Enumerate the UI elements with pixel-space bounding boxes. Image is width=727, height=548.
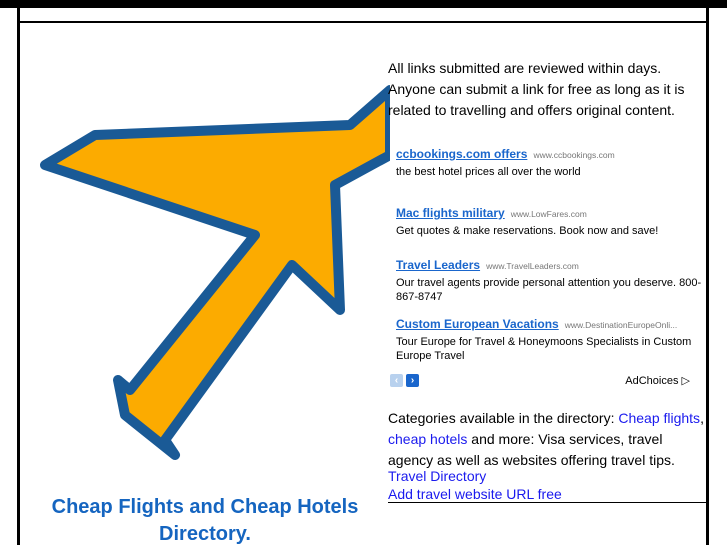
add-url-link[interactable]: Add travel website URL free <box>388 486 562 502</box>
ad-description: Tour Europe for Travel & Honeymoons Specialists in Custom Europe Travel <box>396 336 692 362</box>
ad-description: the best hotel prices all over the world <box>396 166 581 178</box>
header-divider <box>20 21 706 23</box>
adchoices-label: AdChoices <box>625 375 679 387</box>
chevron-left-icon[interactable]: ‹ <box>390 374 403 387</box>
ad-url: www.TravelLeaders.com <box>486 261 579 271</box>
adchoices-link[interactable] <box>625 374 690 387</box>
top-border <box>0 0 727 8</box>
ad-url: www.DestinationEuropeOnli... <box>564 320 678 330</box>
ad-item <box>396 206 702 238</box>
cheap-flights-link[interactable]: Cheap flights <box>618 410 701 426</box>
airplane-icon <box>45 90 390 455</box>
ad-title-link[interactable]: Custom European Vacations <box>396 317 559 331</box>
cheap-hotels-link[interactable]: cheap hotels <box>388 431 468 447</box>
ad-url: www.ccbookings.com <box>533 150 615 160</box>
ad-title-link[interactable]: Mac flights military <box>396 206 505 220</box>
footer-links <box>388 467 706 503</box>
intro-text: All links submitted are reviewed within days. Anyone can submit a link for free as long as it is related to travelling and offers original content. <box>388 60 685 118</box>
ad-title-link[interactable]: ccbookings.com offers <box>396 147 528 161</box>
ad-item <box>396 147 702 179</box>
airplane-illustration <box>30 60 390 480</box>
ad-item <box>396 317 702 363</box>
ad-url: www.LowFares.com <box>510 209 587 219</box>
page-title: Cheap Flights and Cheap Hotels Directory. <box>51 496 359 545</box>
travel-directory-link[interactable]: Travel Directory <box>388 468 487 484</box>
ad-description: Get quotes & make reservations. Book now and save! <box>396 225 659 237</box>
chevron-right-icon[interactable]: › <box>406 374 419 387</box>
footer-divider <box>388 502 706 503</box>
ad-title-link[interactable]: Travel Leaders <box>396 258 481 272</box>
categories-text <box>388 408 706 471</box>
categories-prefix: Categories available in the directory: <box>388 410 619 426</box>
ad-block <box>388 137 706 395</box>
categories-separator: , <box>700 410 704 426</box>
adchoices-triangle-icon: ▷ <box>681 375 690 387</box>
ad-description: Our travel agents provide personal attention you deserve. 800-867-8747 <box>396 277 702 303</box>
ad-item <box>396 258 702 304</box>
ad-nav <box>390 374 419 387</box>
categories-suffix: and more: Visa services, travel agency as well as websites offering travel tips. <box>388 431 675 468</box>
